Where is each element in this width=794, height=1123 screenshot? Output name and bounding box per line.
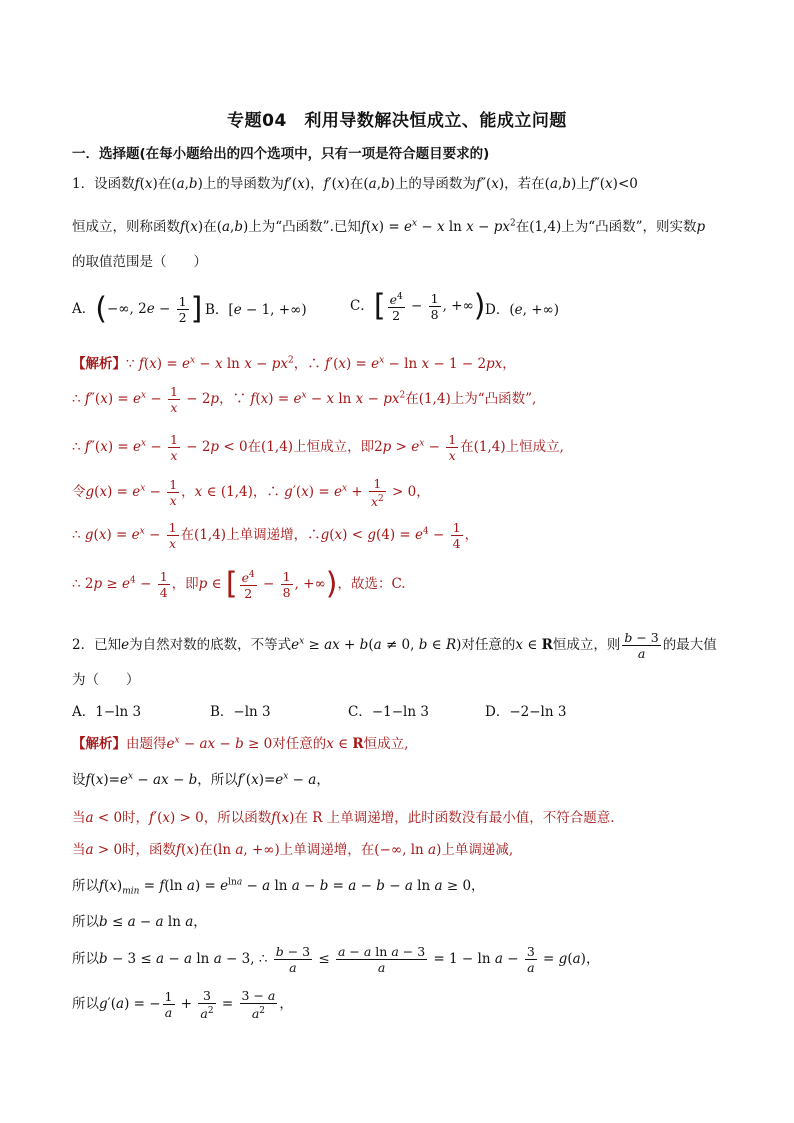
section-heading: 一．选择题(在每小题给出的四个选项中，只有一项是符合题目要求的) — [72, 146, 490, 162]
q2-solution-line-8: 所以g′(a) = − $\frac{1}{a}$ + $\frac{3}{a^2}$ = $\frac{3 - a}{a^2}$ ， — [72, 988, 293, 1022]
q2-option-a[interactable]: A．1−ln 3 — [72, 704, 142, 720]
q1-solution-line-2: ∴ $f''(x) = e^x$ − $\frac{1}{x}$ − 2p，∵ $f(x) = e^x - x$ $\ln x - px^2$在(1,4)上为“凸函数”, — [72, 384, 537, 415]
q2-solution-line-3: 当a < 0时，f′(x) > 0，所以函数f(x)在 R 上单调递增，此时函数没有最小值，不符合题意. — [72, 810, 615, 826]
q1-option-d[interactable]: D．(e, +∞) — [485, 302, 560, 318]
q2-option-b[interactable]: B．−ln 3 — [210, 704, 271, 720]
q1-line-1: 1．设函数f(x)在(a,b)上的导函数为f′(x)，f′(x)在(a,b)上的导函数为f″(x)，若在(a,b)上f″(x)<0 — [72, 176, 638, 192]
q2-solution-line-1: 【解析】由题得$e^x$ − ax − b ≥ 0对任意的x ∈ R恒成立, — [72, 735, 409, 752]
q1-solution-line-3: ∴ $f''(x) = e^x$ − $\frac{1}{x}$ − 2p < 0在(1,4)上恒成立，即$2p > e^x$ − $\frac{1}{x}$ 在(1,4)上恒成立, — [72, 432, 564, 463]
q2-option-d[interactable]: D．−2−ln 3 — [485, 704, 567, 720]
q2-solution-line-4: 当a > 0时，函数f(x)在(ln a, +∞)上单调递增，在(−∞, ln a)上单调递减, — [72, 842, 514, 858]
q2-line-2: 为（ ） — [72, 672, 140, 688]
q1-solution-line-4: 令$g(x) = e^x$ − $\frac{1}{x}$ ，x ∈ (1,4)，∴ $g'(x) = e^x$ + $\frac{1}{x^2}$ > 0， — [72, 476, 430, 510]
page-title: 专题04 利用导数解决恒成立、能成立问题 — [227, 111, 567, 131]
q2-solution-line-6: 所以b ≤ a − a ln a， — [72, 914, 207, 930]
q2-line-1: 2．已知e为自然对数的底数，不等式$e^x$ ≥ ax + b(a ≠ 0, b ∈ R)对任意的x ∈ R恒成立，则 $\frac{b - 3}{a}$ 的最大值 — [72, 630, 717, 661]
q2-solution-line-2: 设$f(x)=e^x$ − ax − b，所以$f'(x)=e^x - a$， — [72, 771, 330, 788]
q1-solution-line-6: ∴ $2p \ge e^4$ − $\frac{1}{4}$ ，即p ∈ [ $\frac{e^4}{2}$ − $\frac{1}{8}$ , +∞)，故选：C. — [72, 566, 406, 602]
q2-option-c[interactable]: C．−1−ln 3 — [348, 704, 429, 720]
q1-option-b[interactable]: B．[e − 1, +∞) — [205, 302, 307, 318]
q1-line-3: 的取值范围是（ ） — [72, 254, 207, 270]
q2-solution-line-7: 所以b − 3 ≤ a − a ln a − 3, ∴ $\frac{b - 3}{a}$ ≤ $\frac{\text{a − a ln a − 3}}{a}$ = 1 − ln a − $\frac{3}{a}$ = g(a)， — [72, 944, 600, 975]
q1-solution-line-1: 【解析】∵ $f(x) = e^x - x$ $\ln x - px^2$，∴ $f'(x) = e^x - \ln x - 1 - 2px$， — [72, 355, 516, 372]
q1-option-a[interactable]: A．(−∞, 2e − $\frac{1}{2}$ ] — [72, 291, 203, 327]
q2-solution-line-5: 所以$f(x)_{min} = f(\ln$ $a) = e^{lna} - a$ ln a − b = a − b − a ln a ≥ 0， — [72, 877, 485, 897]
q1-solution-line-5: ∴ $g(x) = e^x$ − $\frac{1}{x}$ 在(1,4)上单调递增，∴g(x) < $g(4) = e^4$ − $\frac{1}{4}$ ， — [72, 520, 479, 551]
q1-line-2: 恒成立，则称函数f(x)在(a,b)上为“凸函数”.已知$f(x) = e^x - x$ $\ln x - px^2$在(1,4)上为“凸函数”，则实数p — [72, 218, 706, 235]
q1-option-c[interactable]: C．[ $\frac{e^4}{2}$ − $\frac{1}{8}$ , +∞) — [350, 288, 486, 324]
